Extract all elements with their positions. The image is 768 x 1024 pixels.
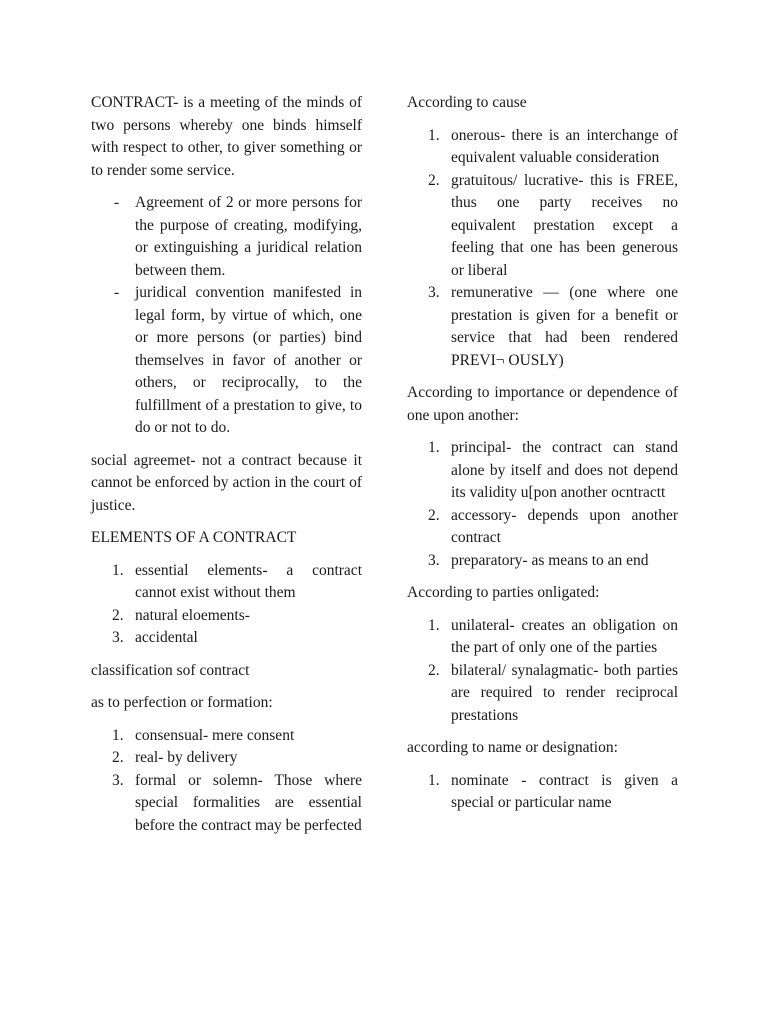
definition-bullet-text: juridical convention manifested in legal form, by virtue of which, one or more persons (or parties) bind themselves in favor of another or others, or reciprocally, to the fulfillment of a prestation to give, to do or not to do.	[135, 284, 362, 436]
definition-bullet-text: Agreement of 2 or more persons for the purpose of creating, modifying, or extinguishing a juridical relation between them.	[135, 194, 362, 279]
list-item	[407, 505, 678, 550]
list-item-text: nominate - contract is given a special or particular name	[451, 771, 678, 811]
dash-marker: -	[114, 284, 120, 301]
list-item	[91, 605, 362, 628]
name-designation-heading: according to name or designation:	[407, 739, 618, 756]
perfection-list	[91, 725, 362, 838]
list-item-text: principal- the contract can stand alone by itself and does not depend its validity u[pon another ocntractt	[451, 439, 678, 501]
list-number: 3.	[428, 284, 440, 301]
list-item-text: consensual- mere consent	[135, 726, 295, 744]
social-agreement-paragraph: social agreemet- not a contract because it cannot be enforced by action in the court of justice.	[91, 451, 362, 514]
list-item-text: gratuitous/ lucrative- this is FREE, thus one party receives no equivalent prestation except a feeling that one has been generous or liberal	[451, 171, 678, 279]
list-item	[91, 725, 362, 748]
list-item	[407, 550, 678, 573]
list-item	[91, 770, 362, 838]
classification-heading: classification sof contract	[91, 661, 250, 679]
list-number: 1.	[428, 771, 440, 789]
list-item	[407, 125, 678, 170]
definition-bullet	[91, 282, 362, 440]
list-item-text: accidental	[135, 629, 198, 646]
name-designation-list	[407, 770, 678, 815]
perfection-heading: as to perfection or formation:	[91, 694, 273, 711]
list-number: 1.	[428, 439, 440, 456]
list-number: 1.	[112, 726, 124, 744]
dash-marker: -	[114, 194, 120, 211]
list-item-text: remunerative — (one where one prestation is given for a benefit or service that had been rendered PREVI¬ OUSLY)	[451, 284, 678, 369]
right-column	[407, 92, 678, 825]
definition-bullet	[91, 192, 362, 282]
list-item-text: unilateral- creates an obligation on the part of only one of the parties	[451, 616, 678, 656]
elements-list	[91, 560, 362, 650]
list-item-text: accessory- depends upon another contract	[451, 506, 678, 546]
list-item	[91, 747, 362, 770]
list-item-text: preparatory- as means to an end	[451, 551, 649, 569]
elements-heading: ELEMENTS OF A CONTRACT	[91, 529, 297, 546]
list-number: 1.	[428, 126, 440, 144]
list-number: 2.	[112, 606, 124, 624]
list-item-text: formal or solemn- Those where special formalities are essential before the contract may be perfected	[135, 771, 362, 834]
list-number: 3.	[428, 551, 440, 569]
cause-heading: According to cause	[407, 94, 527, 111]
list-number: 3.	[112, 629, 124, 646]
list-number: 3.	[112, 771, 124, 789]
list-item	[407, 615, 678, 660]
importance-heading: According to importance or dependence of one upon another:	[407, 384, 678, 424]
list-item	[407, 770, 678, 815]
list-item-text: natural eloements-	[135, 606, 250, 624]
list-number: 2.	[428, 661, 440, 679]
contract-definition: CONTRACT- is a meeting of the minds of two persons whereby one binds himself with respect to other, to giver something or to render some service.	[91, 94, 362, 179]
list-number: 2.	[428, 506, 440, 524]
list-number: 1.	[112, 561, 124, 579]
cause-list	[407, 125, 678, 373]
definition-bullet-list	[91, 192, 362, 440]
list-item	[91, 627, 362, 650]
list-item-text: real- by delivery	[135, 749, 238, 766]
list-item-text: essential elements- a contract cannot exist without them	[135, 561, 362, 601]
list-number: 1.	[428, 616, 440, 634]
importance-list	[407, 437, 678, 572]
left-column	[91, 92, 362, 847]
list-item	[407, 660, 678, 728]
list-item	[407, 170, 678, 283]
list-item-text: onerous- there is an interchange of equivalent valuable consideration	[451, 126, 678, 166]
list-item-text: bilateral/ synalagmatic- both parties are required to render reciprocal prestations	[451, 661, 678, 724]
list-item	[407, 282, 678, 372]
parties-heading: According to parties onligated:	[407, 584, 600, 601]
list-item	[407, 437, 678, 505]
parties-list	[407, 615, 678, 728]
list-item	[91, 560, 362, 605]
list-number: 2.	[428, 171, 440, 189]
list-number: 2.	[112, 749, 124, 766]
